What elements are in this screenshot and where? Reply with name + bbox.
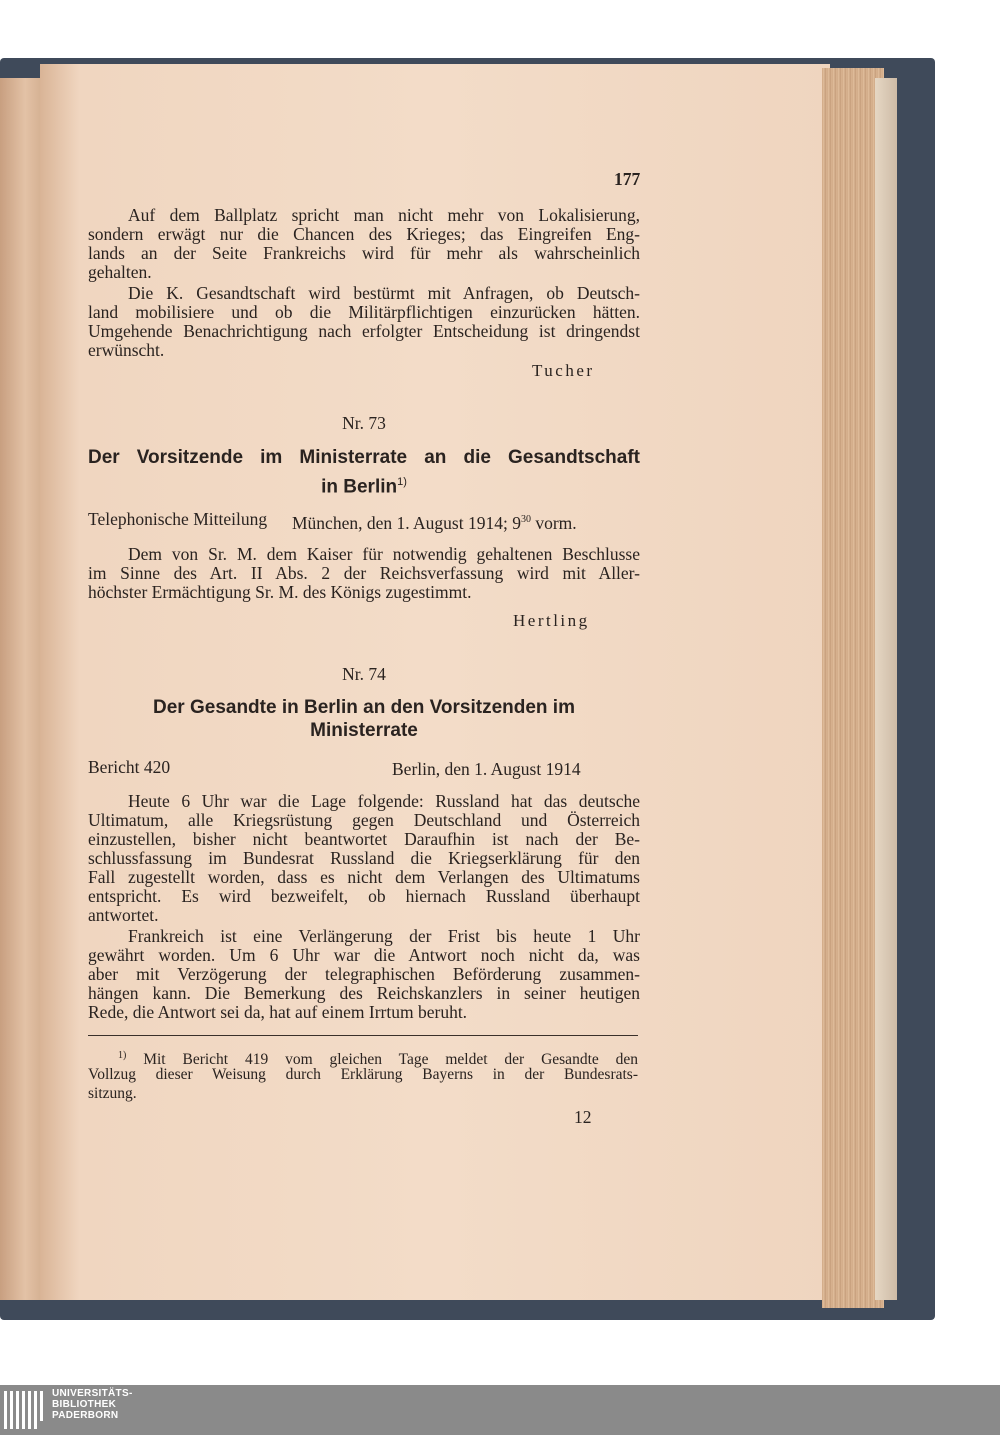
text-line: einzustellen, bisher nicht beantwortet Daraufhin ist nach der Be- [88,829,640,849]
title-text: in Berlin [321,476,398,498]
document-meta-left: Bericht 420 [88,757,171,777]
document-title: Der Vorsitzende im Ministerrate an die Gesandtschaft [88,447,640,468]
footnote-line: sitzung. [88,1085,137,1102]
signature-hertling: Hertling [513,611,590,630]
date-text: München, den 1. August 1914; 9 [292,512,521,533]
footnote-rule [88,1035,638,1036]
document-title: Der Gesandte in Berlin an den Vorsitzenden im [153,697,575,718]
text-line: Dem von Sr. M. dem Kaiser für notwendig gehaltenen Beschlusse [128,544,640,564]
text-line: Ultimatum, alle Kriegsrüstung gegen Deutschland und Österreich [88,810,640,830]
text-line: lands an der Seite Frankreichs wird für mehr als wahrscheinlich [88,243,640,263]
footnote-line: Vollzug dieser Weisung durch Erklärung Bayerns in der Bundesrats- [88,1066,638,1083]
text-line: sondern erwägt nur die Chancen des Krieges; das Eingreifen Eng- [88,224,640,244]
text-line: gehalten. [88,262,152,282]
document-title-line2 [88,470,640,499]
text-line: höchster Ermächtigung Sr. M. des Königs zugestimmt. [88,582,472,602]
library-footer [0,1385,1000,1435]
text-line: gewährt worden. Um 6 Uhr war die Antwort noch nicht da, was [88,945,640,965]
text-line: erwünscht. [88,340,165,360]
text-line: antwortet. [88,905,159,925]
document-meta-left: Telephonische Mitteilung [88,509,268,529]
left-page-edge [0,78,42,1300]
footnote-mark: 1) [118,1050,127,1061]
library-name: UNIVERSITÄTS- BIBLIOTHEK PADERBORN [52,1388,133,1421]
document-number: Nr. 74 [342,664,386,684]
signature-tucher: Tucher [532,361,595,380]
text-line: Auf dem Ballplatz spricht man nicht mehr von Lokalisierung, [128,205,640,225]
document-number: Nr. 73 [342,413,386,433]
time-suffix: vorm. [530,512,577,533]
library-logo-icon [4,1391,46,1429]
text-line: hängen kann. Die Bemerkung des Reichskanzlers in seiner heutigen [88,983,640,1003]
text-line: Frankreich ist eine Verlängerung der Frist bis heute 1 Uhr [128,926,640,946]
endpaper [875,78,897,1300]
time-superscript: 30 [520,514,531,525]
text-line: entspricht. Es wird bezweifelt, ob hiernach Russland überhaupt [88,886,640,906]
page-number: 177 [614,169,641,189]
text-line: Fall zugestellt worden, dass es nicht dem Verlangen des Ultimatums [88,867,640,887]
document-title-line2: Ministerrate [310,720,418,741]
footnote-text: Mit Bericht 419 vom gleichen Tage meldet der Gesandte den [143,1051,638,1069]
text-line: aber mit Verzögerung der telegraphischen Beförderung zusammen- [88,964,640,984]
text-line: im Sinne des Art. II Abs. 2 der Reichsverfassung wird mit Aller- [88,563,640,583]
signature-mark: 12 [574,1107,592,1127]
text-line: land mobilisiere und ob die Militärpflichtigen einzurücken hätten. [88,302,640,322]
text-line: Rede, die Antwort sei da, hat auf einem Irrtum beruht. [88,1002,468,1022]
text-line: Die K. Gesandtschaft wird bestürmt mit Anfragen, ob Deutsch- [128,283,640,303]
text-line: Heute 6 Uhr war die Lage folgende: Russland hat das deutsche [128,791,640,811]
text-line: Umgehende Benachrichtigung nach erfolgter Entscheidung ist dringendst [88,321,640,341]
footnote-reference: 1) [397,476,407,488]
text-line: schlussfassung im Bundesrat Russland die Kriegserklärung für den [88,848,640,868]
document-meta-right [292,510,577,533]
document-meta-right: Berlin, den 1. August 1914 [392,759,581,779]
